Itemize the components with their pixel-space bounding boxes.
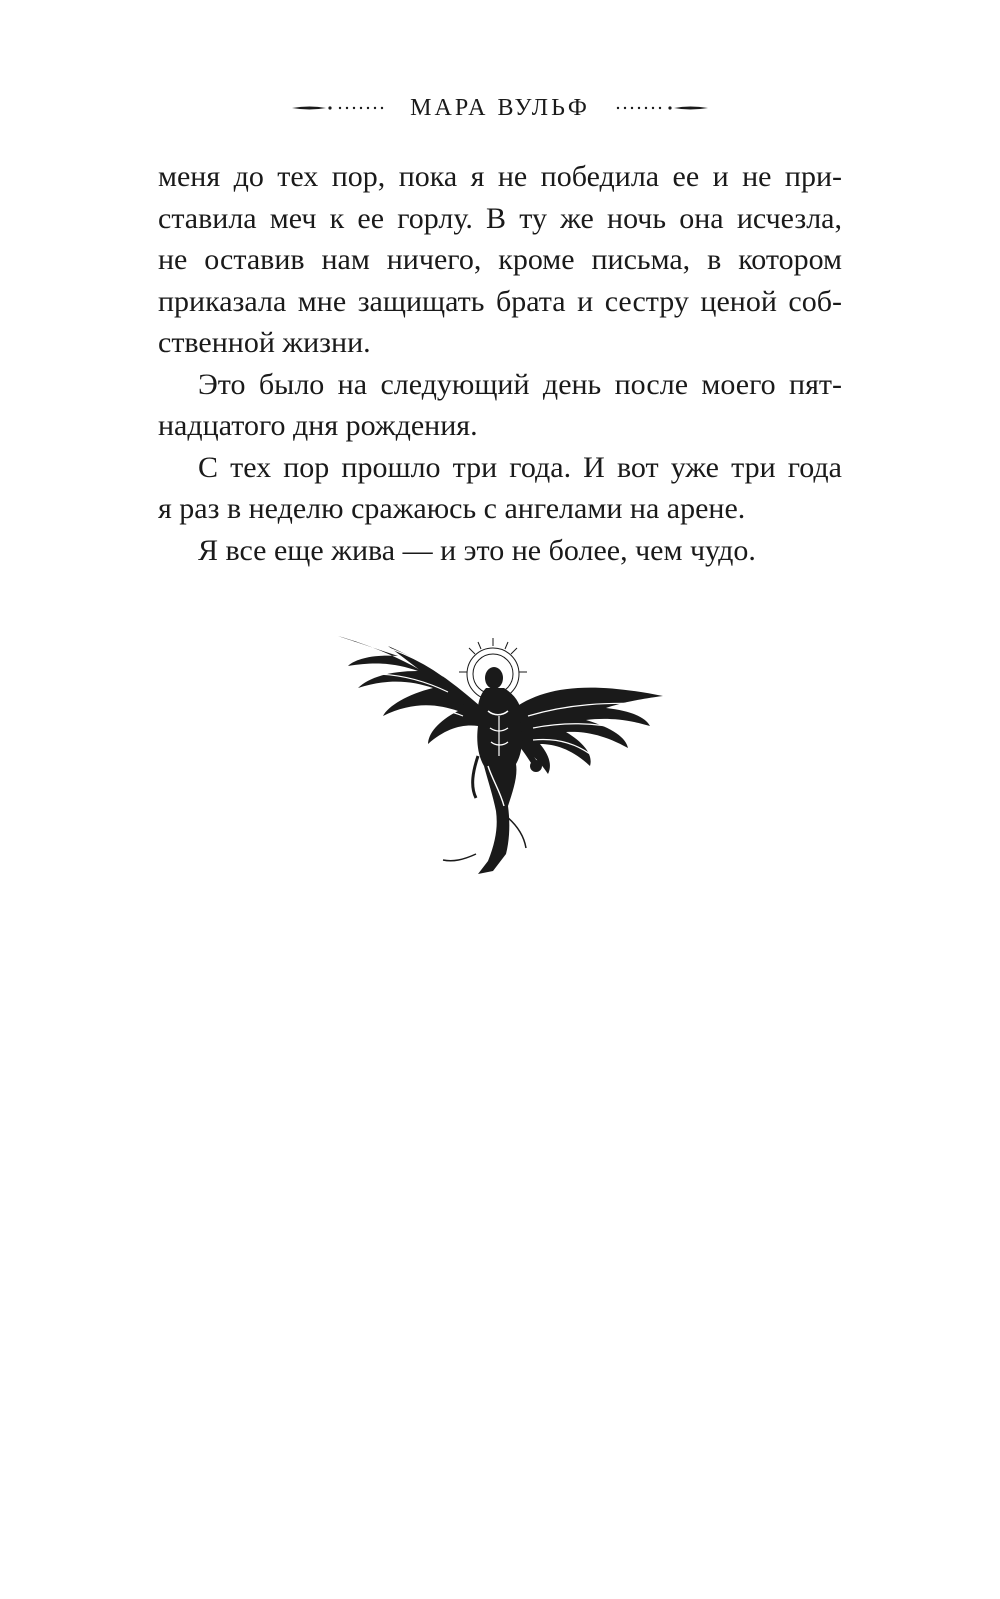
running-head — [0, 92, 1000, 124]
right-ornament-icon — [616, 101, 708, 115]
text-line: Я все еще жива — и это не более, чем чудо. — [198, 533, 756, 567]
text-line: меня до тех пор, пока я не победила ее и не при- — [158, 160, 842, 193]
paragraph-1 — [158, 156, 842, 364]
text-line: надцатого дня рождения. — [158, 409, 478, 442]
text-line: я раз в неделю сражаюсь с ангелами на арене. — [158, 492, 746, 525]
text-line: не оставив нам ничего, кроме письма, в котором — [158, 243, 842, 276]
paragraph-2 — [158, 364, 842, 447]
paragraph-3 — [158, 447, 842, 530]
text-line: ставила меч к ее горлу. В ту же ночь она исчезла, — [158, 201, 842, 235]
text-line: ственной жизни. — [158, 326, 371, 359]
angel-illustration — [328, 616, 668, 878]
body-text — [158, 156, 842, 571]
text-line: С тех пор прошло три года. И вот уже три года — [198, 450, 842, 484]
text-line: Это было на следующий день после моего пят- — [198, 367, 842, 401]
text-line: приказала мне защищать брата и сестру ценой соб- — [158, 284, 842, 318]
paragraph-4 — [158, 530, 842, 572]
running-head-title: МАРА ВУЛЬФ — [410, 94, 590, 121]
winged-angel-icon — [328, 616, 668, 878]
left-ornament-icon — [292, 101, 384, 115]
